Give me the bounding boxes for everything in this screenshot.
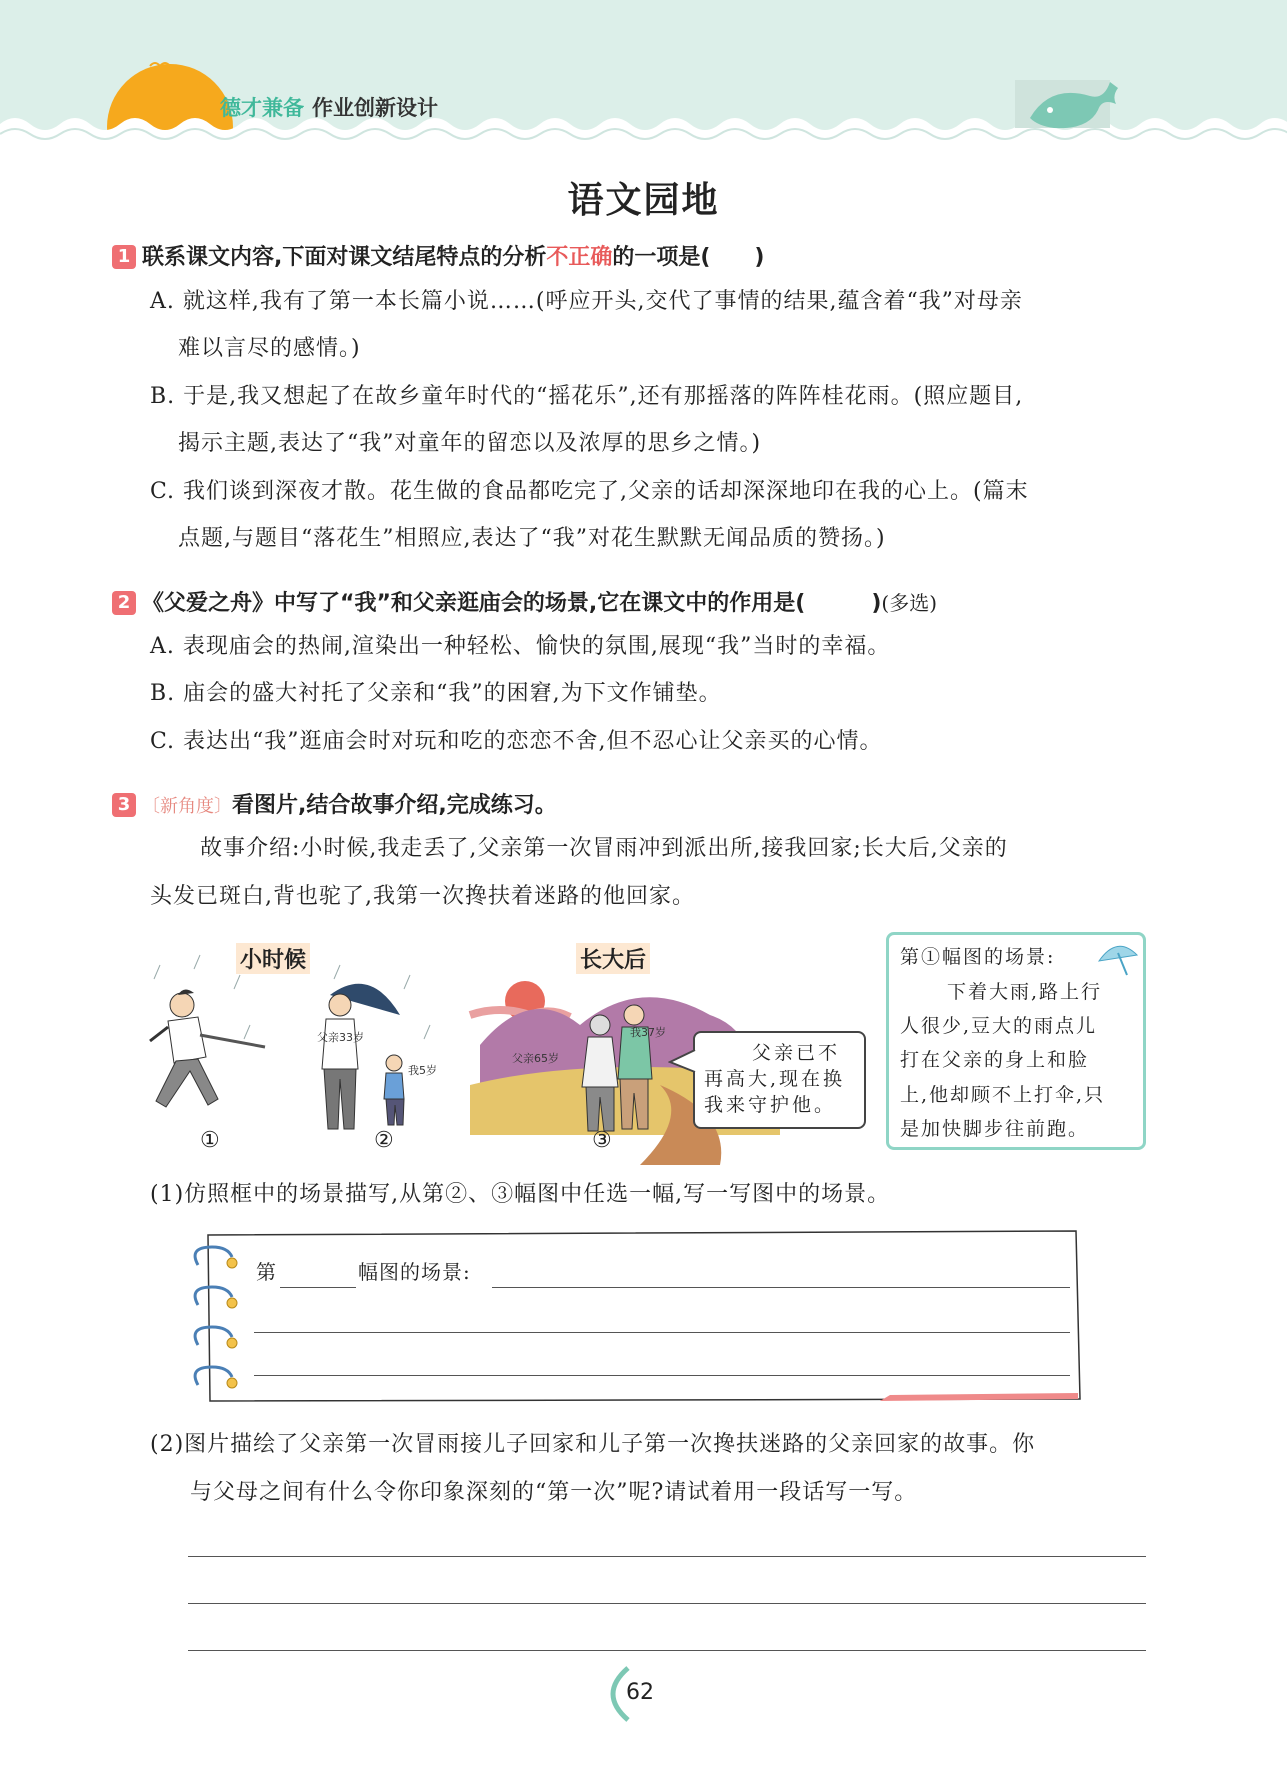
speech-bubble-tail	[668, 1048, 698, 1078]
q3-sub1: (1)仿照框中的场景描写,从第②、③幅图中任选一幅,写一写图中的场景。	[150, 1182, 891, 1207]
caption-childhood: 小时候	[236, 943, 310, 974]
running-father-figure	[150, 989, 265, 1107]
q1-emphasis: 不正确	[546, 245, 613, 270]
example-box-line-1: 下着大雨,路上行	[947, 981, 1103, 1003]
speech-line-3: 我来守护他。	[704, 1094, 837, 1116]
q1-stem: 1 联系课文内容,下面对课文结尾特点的分析不正确的一项是( )	[112, 240, 765, 271]
q2-option-c: C. 表达出“我”逛庙会时对玩和吃的恋恋不舍,但不忍心让父亲买的心情。	[150, 729, 883, 754]
label-father-65: 父亲65岁	[512, 1052, 559, 1065]
picture-number-2: ②	[374, 1128, 394, 1153]
whale-icon	[1015, 80, 1118, 128]
answer-line[interactable]	[188, 1603, 1146, 1604]
page-title: 语文园地	[567, 180, 720, 221]
umbrella-icon	[1095, 939, 1139, 979]
answer-line[interactable]	[254, 1332, 1070, 1333]
q1-option-a: A. 就这样,我有了第一本长篇小说……(呼应开头,交代了事情的结果,蕴含着“我”对母亲	[150, 289, 1023, 314]
q3-number: 3	[112, 793, 136, 817]
picture-number-3: ③	[592, 1128, 612, 1153]
brand-plain: 作业创新设计	[312, 96, 438, 120]
father-with-umbrella-figure	[322, 984, 404, 1129]
q2-number: 2	[112, 591, 136, 615]
page-number: 62	[626, 1680, 654, 1705]
example-box-line-4: 上,他却顾不上打伞,只	[900, 1084, 1106, 1106]
label-me-37: 我37岁	[630, 1026, 666, 1039]
q2-multi-tag: (多选)	[881, 591, 937, 615]
caption-adulthood: 长大后	[576, 943, 650, 974]
header-decoration	[0, 0, 1287, 150]
picture-number-1: ①	[200, 1128, 220, 1153]
brand-title	[220, 92, 438, 122]
q1-option-b: B. 于是,我又想起了在故乡童年时代的“摇花乐”,还有那摇落的阵阵桂花雨。(照应题目,	[150, 384, 1024, 409]
note-prefix: 第	[256, 1260, 277, 1284]
q1-option-c: C. 我们谈到深夜才散。花生做的食品都吃完了,父亲的话却深深地印在我的心上。(篇末	[150, 479, 1029, 504]
q2-stem: 2 《父爱之舟》中写了“我”和父亲逛庙会的场景,它在课文中的作用是( )(多选)	[112, 586, 937, 617]
answer-line[interactable]	[492, 1287, 1070, 1288]
picture-number-blank[interactable]	[280, 1287, 356, 1288]
speech-line-1: 父亲已不	[752, 1042, 841, 1064]
q3-stem: 3 〔新角度〕看图片,结合故事介绍,完成练习。	[112, 788, 557, 819]
q1-option-c-cont: 点题,与题目“落花生”相照应,表达了“我”对花生默默无闻品质的赞扬。)	[178, 526, 886, 551]
q3-intro: 故事介绍:小时候,我走丢了,父亲第一次冒雨冲到派出所,接我回家;长大后,父亲的	[200, 836, 1008, 861]
header-banner	[0, 0, 1287, 150]
q3-tag: 〔新角度〕	[142, 796, 232, 817]
q2-option-a: A. 表现庙会的热闹,渲染出一种轻松、愉快的氛围,展现“我”当时的幸福。	[150, 634, 891, 659]
q3-sub2-cont: 与父母之间有什么令你印象深刻的“第一次”呢?请试着用一段话写一写。	[190, 1480, 918, 1505]
q2-option-b: B. 庙会的盛大衬托了父亲和“我”的困窘,为下文作铺垫。	[150, 681, 722, 706]
answer-line[interactable]	[254, 1375, 1070, 1376]
brand-colored: 德才兼备	[220, 96, 304, 120]
q3-intro-cont: 头发已斑白,背也驼了,我第一次搀扶着迷路的他回家。	[150, 884, 695, 909]
answer-line[interactable]	[188, 1650, 1146, 1651]
note-suffix: 幅图的场景:	[358, 1260, 471, 1284]
q3-sub2: (2)图片描绘了父亲第一次冒雨接儿子回家和儿子第一次搀扶迷路的父亲回家的故事。你	[150, 1432, 1036, 1457]
example-box-line-2: 人很少,豆大的雨点儿	[900, 1015, 1098, 1037]
example-box-title: 第①幅图的场景:	[900, 946, 1056, 968]
example-box-line-5: 是加快脚步往前跑。	[900, 1118, 1090, 1140]
speech-line-2: 再高大,现在换	[704, 1068, 846, 1090]
notebook-card	[190, 1225, 1090, 1415]
example-box-line-3: 打在父亲的身上和脸	[900, 1049, 1090, 1071]
label-me-5: 我5岁	[408, 1064, 437, 1077]
label-father-33: 父亲33岁	[317, 1031, 364, 1044]
q1-option-b-cont: 揭示主题,表达了“我”对童年的留恋以及浓厚的思乡之情。)	[178, 431, 762, 456]
q1-option-a-cont: 难以言尽的感情。)	[178, 336, 361, 361]
q1-number: 1	[112, 245, 136, 269]
answer-line[interactable]	[188, 1556, 1146, 1557]
